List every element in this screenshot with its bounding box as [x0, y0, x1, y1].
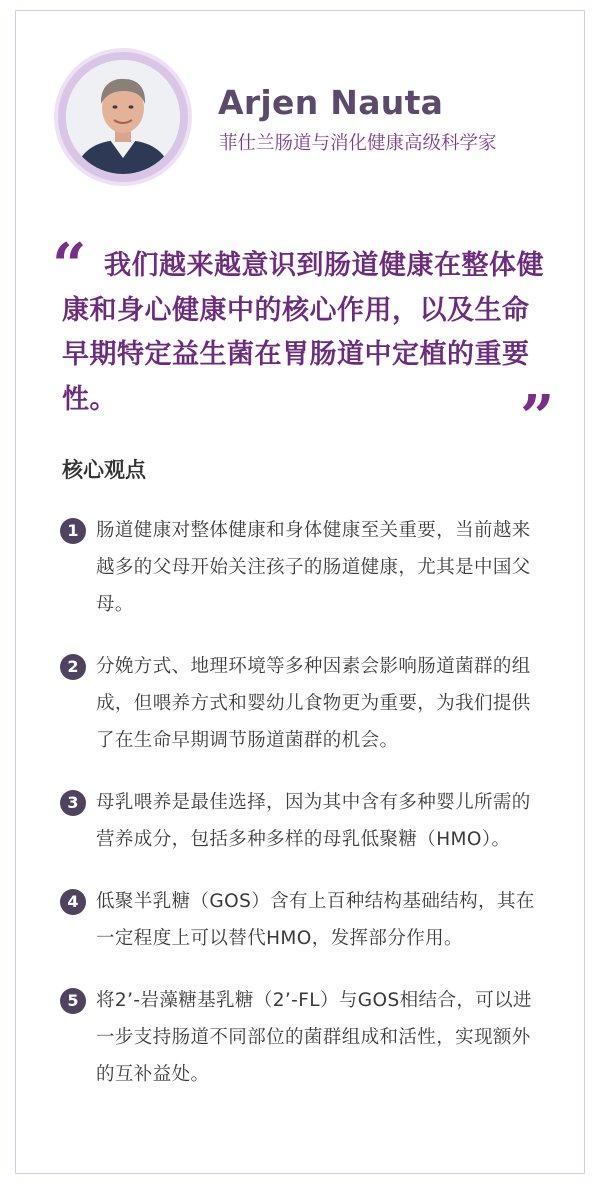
- avatar: [66, 60, 180, 174]
- number-badge: 3: [60, 790, 86, 816]
- list-item: [60, 784, 545, 858]
- quote-open-mark: “: [52, 231, 87, 301]
- number-badge: 4: [60, 889, 86, 915]
- point-text: 母乳喂养是最佳选择，因为其中含有多种婴儿所需的营养成分，包括多种多样的母乳低聚糖（HMO）。: [96, 792, 531, 850]
- point-text: 将2’-岩藻糖基乳糖（2’-FL）与GOS相结合，可以进一步支持肠道不同部位的菌群组成和活性，实现额外的互补益处。: [96, 990, 532, 1085]
- list-item: [60, 648, 545, 759]
- point-text: 分娩方式、地理环境等多种因素会影响肠道菌群的组成，但喂养方式和婴幼儿食物更为重要，为我们提供了在生命早期调节肠道菌群的机会。: [96, 656, 531, 751]
- key-points-heading: 核心观点: [62, 458, 146, 482]
- number-badge: 2: [60, 654, 86, 680]
- quote-text: 我们越来越意识到肠道健康在整体健康和身心健康中的核心作用，以及生命早期特定益生菌在胃肠道中定植的重要性。: [62, 250, 544, 415]
- person-name: Arjen Nauta: [218, 83, 444, 122]
- list-item: [60, 982, 545, 1093]
- person-title: 菲仕兰肠道与消化健康高级科学家: [219, 133, 497, 154]
- number-badge: 5: [60, 988, 86, 1014]
- point-text: 肠道健康对整体健康和身体健康至关重要，当前越来越多的父母开始关注孩子的肠道健康，尤其是中国父母。: [96, 520, 531, 615]
- list-item: [60, 512, 545, 623]
- key-points-list: [60, 512, 545, 1118]
- quote-close-mark: ”: [520, 383, 555, 453]
- number-badge: 1: [60, 518, 86, 544]
- point-text: 低聚半乳糖（GOS）含有上百种结构基础结构，其在一定程度上可以替代HMO，发挥部分作用。: [96, 891, 535, 949]
- list-item: [60, 883, 545, 957]
